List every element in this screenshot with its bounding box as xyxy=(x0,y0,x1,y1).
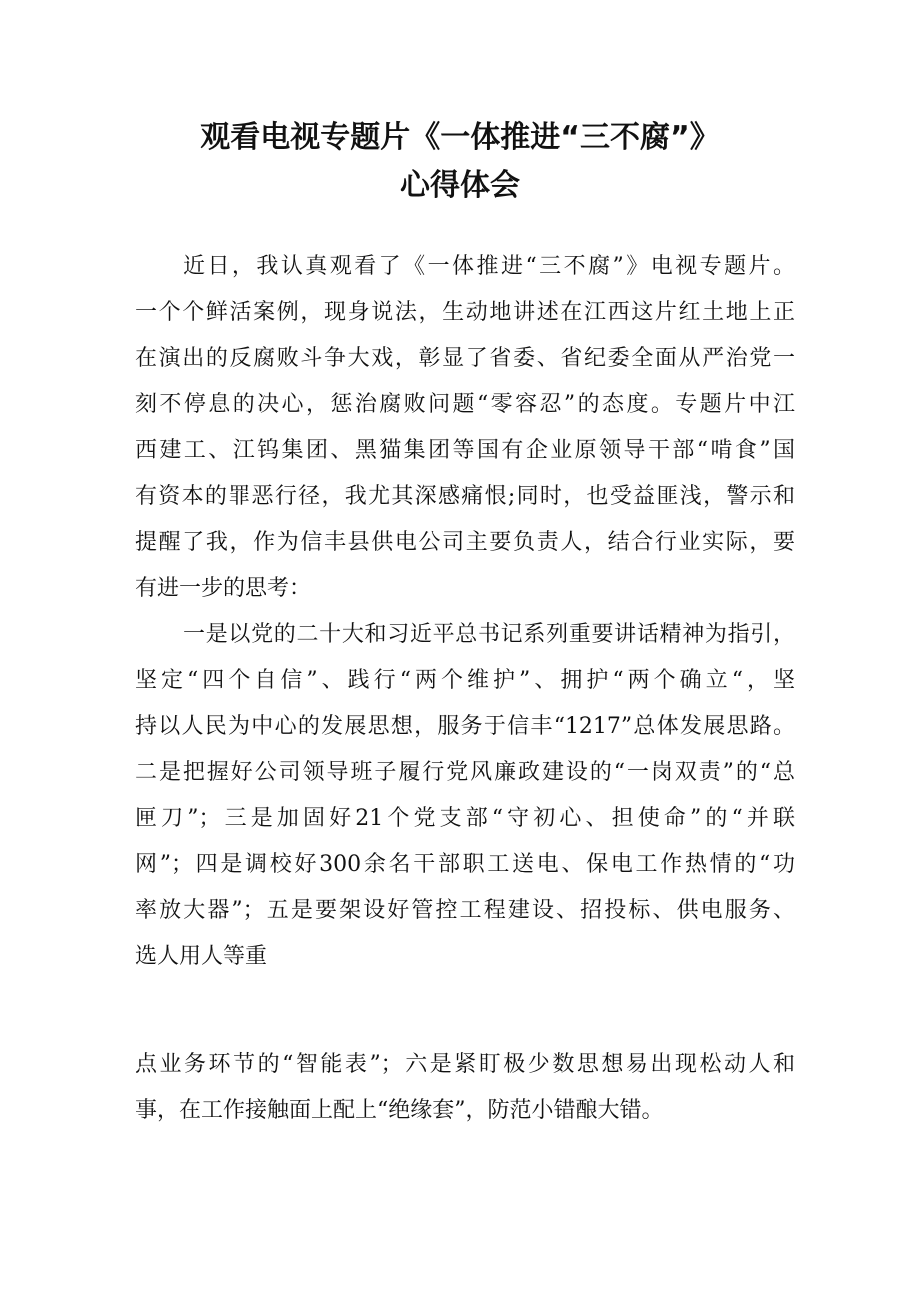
paragraph-2-line-4: 二是把握好公司领导班子履行党风廉政建设的“一岗双责”的“总 xyxy=(135,760,795,785)
paragraph-2-line-6: 网”；四是调校好300余名干部职工送电、保电工作热情的“功 xyxy=(135,852,795,877)
paragraph-2-line-7: 率放大器”；五是要架设好管控工程建设、招投标、供电服务、 xyxy=(135,898,795,923)
paragraph-1-line-6: 有资本的罪恶行径，我尤其深感痛恨;同时，也受益匪浅，警示和 xyxy=(135,484,795,509)
document-title-line-1: 观看电视专题片《一体推进“三不腐”》 xyxy=(200,120,720,155)
paragraph-1-line-5: 西建工、江钨集团、黑猫集团等国有企业原领导干部“啃食”国 xyxy=(135,438,795,463)
paragraph-1-line-8: 有进一步的思考： xyxy=(135,576,312,601)
paragraph-1-line-2: 一个个鲜活案例，现身说法，生动地讲述在江西这片红土地上正 xyxy=(135,300,795,325)
paragraph-3-line-1: 点业务环节的“智能表”；六是紧盯极少数思想易出现松动人和 xyxy=(135,1052,795,1077)
paragraph-3-line-2: 事，在工作接触面上配上“绝缘套”，防范小错酿大错。 xyxy=(135,1098,664,1123)
paragraph-1-line-7: 提醒了我，作为信丰县供电公司主要负责人，结合行业实际，要 xyxy=(135,530,795,555)
paragraph-1-line-3: 在演出的反腐败斗争大戏，彰显了省委、省纪委全面从严治党一 xyxy=(135,346,795,371)
paragraph-2-line-1: 一是以党的二十大和习近平总书记系列重要讲话精神为指引， xyxy=(183,622,795,647)
paragraph-1-line-4: 刻不停息的决心，惩治腐败问题“零容忍”的态度。专题片中江 xyxy=(135,392,795,417)
document-title-line-2: 心得体会 xyxy=(400,168,520,203)
paragraph-2-line-5: 匣刀”；三是加固好21个党支部“守初心、担使命”的“并联 xyxy=(135,806,795,831)
paragraph-2-line-2: 坚定“四个自信”、践行“两个维护”、拥护“两个确立“，坚 xyxy=(135,668,795,693)
paragraph-2-line-8: 选人用人等重 xyxy=(135,944,268,969)
paragraph-1-line-1: 近日，我认真观看了《一体推进“三不腐”》电视专题片。 xyxy=(183,254,795,279)
paragraph-2-line-3: 持以人民为中心的发展思想，服务于信丰“1217”总体发展思路。 xyxy=(135,714,795,739)
